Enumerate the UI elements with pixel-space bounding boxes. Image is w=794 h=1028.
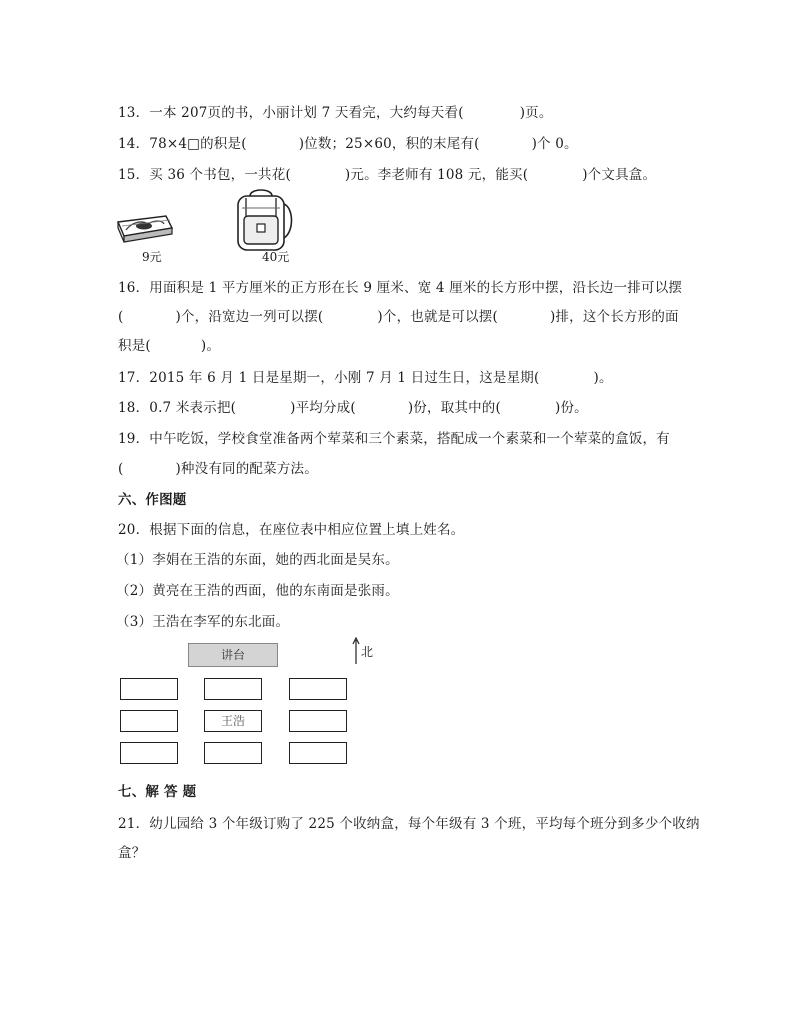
question-16-line-2 <box>118 305 679 325</box>
q13-end: )页。 <box>519 105 553 121</box>
q16-text-b: )个，沿宽边一列可以摆( <box>175 309 324 325</box>
question-19-line-1 <box>118 427 670 447</box>
q16-line1: 16．用面积是 1 平方厘米的正方形在长 9 厘米、宽 4 厘米的长方形中摆，沿长边一排可以摆 <box>118 280 683 296</box>
q18-part1: 18．0.7 米表示把( <box>118 400 237 416</box>
q18-part3: )份，取其中的( <box>407 400 501 416</box>
question-21-line-1: 21．幼儿园给 3 个年级订购了 225 个收纳盒，每个年级有 3 个班，平均每个班分到多少个收纳 <box>118 816 700 832</box>
q16-end: )。 <box>200 338 221 354</box>
q14-end: )个 0。 <box>531 136 578 152</box>
question-16-line-1 <box>118 276 682 296</box>
q16-text-area: 积是( <box>118 338 151 354</box>
section-6-heading: 六、作图题 <box>118 492 187 508</box>
q20-clue-2: （2）黄亮在王浩的西面，他的东南面是张雨。 <box>116 583 399 599</box>
question-15 <box>118 163 656 183</box>
pencil-case-price: 9元 <box>142 250 162 264</box>
q18-end: )份。 <box>554 400 588 416</box>
seat-r2-c2[interactable]: 王浩 <box>204 710 262 732</box>
q19-line1: 19．中午吃饭，学校食堂准备两个荤菜和三个素菜，搭配成一个素菜和一个荤菜的盒饭，有 <box>118 431 670 447</box>
q15-part1: 15．买 36 个书包，一共花( <box>118 167 291 183</box>
seat-r1-c1[interactable] <box>120 678 178 700</box>
north-label: 北 <box>361 645 374 659</box>
question-14 <box>118 132 578 152</box>
question-17 <box>118 366 613 386</box>
podium: 讲台 <box>188 643 278 667</box>
seat-r2-c3[interactable] <box>289 710 347 732</box>
q15-part2: )元。李老师有 108 元，能买( <box>344 167 529 183</box>
q14-part2: )位数；25×60，积的末尾有( <box>298 136 480 152</box>
seat-r3-c1[interactable] <box>120 742 178 764</box>
question-21-line-2: 盒？ <box>118 845 146 861</box>
seat-r1-c3[interactable] <box>289 678 347 700</box>
pencil-case-icon <box>114 206 176 246</box>
section-7-heading: 七、解 答 题 <box>118 784 197 800</box>
question-20: 20．根据下面的信息，在座位表中相应位置上填上姓名。 <box>118 522 465 538</box>
q19-end: )种没有同的配菜方法。 <box>175 461 318 477</box>
q15-end: )个文具盒。 <box>582 167 657 183</box>
backpack-price: 40元 <box>262 250 290 264</box>
question-19-line-2 <box>118 457 318 477</box>
backpack-icon <box>228 186 298 252</box>
seat-r1-c2[interactable] <box>204 678 262 700</box>
q16-text-c: )个，也就是可以摆( <box>377 309 498 325</box>
q20-clue-3: （3）王浩在李军的东北面。 <box>116 614 290 630</box>
seat-r3-c2[interactable] <box>204 742 262 764</box>
north-arrow-icon <box>352 637 360 665</box>
q18-part2: )平均分成( <box>290 400 356 416</box>
seat-r2-c1[interactable] <box>120 710 178 732</box>
q17-text: 17．2015 年 6 月 1 日是星期一，小刚 7 月 1 日过生日，这是星期( <box>118 370 540 386</box>
q19-paren-open: ( <box>118 461 124 477</box>
seat-r3-c3[interactable] <box>289 742 347 764</box>
q16-paren-open: ( <box>118 309 124 325</box>
q14-part1: 14．78×4□的积是( <box>118 136 247 152</box>
question-13 <box>118 101 553 121</box>
q17-end: )。 <box>593 370 613 386</box>
question-16-line-3 <box>118 334 220 354</box>
q13-text: 13．一本 207页的书，小丽计划 7 天看完，大约每天看( <box>118 105 464 121</box>
q20-clue-1: （1）李娟在王浩的东面，她的西北面是吴东。 <box>116 552 399 568</box>
question-18 <box>118 396 588 416</box>
q16-text-d: )排，这个长方形的面 <box>549 309 679 325</box>
